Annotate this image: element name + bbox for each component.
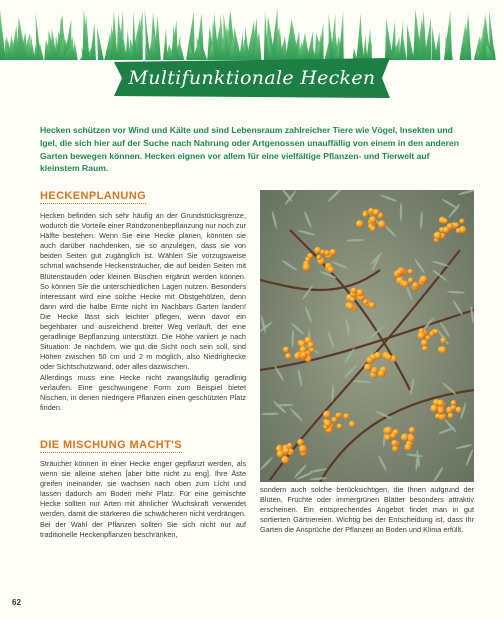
- berry: [299, 445, 307, 453]
- berry: [287, 443, 293, 449]
- grass-blade: [135, 11, 143, 60]
- page-title: Multifunktionale Hecken: [128, 67, 376, 89]
- berry: [324, 250, 330, 256]
- berry: [297, 439, 304, 446]
- berry: [421, 339, 428, 346]
- berry: [374, 352, 382, 360]
- berry: [392, 445, 398, 451]
- berry: [350, 297, 355, 302]
- berry: [409, 427, 415, 433]
- berry: [363, 299, 368, 304]
- berry: [385, 426, 393, 434]
- berry: [386, 354, 392, 360]
- berry: [391, 440, 398, 447]
- berry: [397, 269, 403, 275]
- grass-blade: [132, 10, 136, 60]
- grass-blade: [179, 38, 184, 60]
- berry: [356, 289, 364, 297]
- berry: [390, 432, 396, 438]
- grass-blade: [234, 27, 242, 60]
- berry: [283, 346, 289, 352]
- berry: [443, 226, 450, 233]
- berry: [378, 220, 386, 228]
- berry: [440, 337, 446, 343]
- berry: [454, 222, 459, 227]
- section-mischung-left-column: Sträucher können in einer Hecke enger gepflanzt werden, als wenn sie alleine stehen [aber bitte nicht zu eng]. Ihre Äste greifen ineinander, sie wachsen nach oben zum Licht und lassen dadurch am Boden mehr Platz. Für eine gemischte Hecke sollten nur Arten mit ähnlicher Wuchskraft verwendet werden, damit die stärkeren die schwächeren nicht verdrängen. Bei der Wahl der Pflanzen sollten Sie sich nicht nur auf traditionelle Heckenpflanzen beschränken,: [40, 459, 246, 539]
- grass-blade: [97, 27, 104, 60]
- berry: [366, 357, 373, 364]
- grass-blade: [318, 22, 323, 60]
- berry: [443, 218, 448, 223]
- berry: [364, 363, 372, 371]
- berry: [330, 249, 337, 256]
- berry: [349, 421, 355, 427]
- grass-blade: [356, 13, 362, 60]
- berry: [430, 405, 438, 413]
- berry: [439, 346, 446, 353]
- grass-blade: [307, 31, 314, 60]
- berry: [356, 220, 364, 228]
- berry: [369, 216, 376, 223]
- berry: [412, 282, 419, 289]
- photo-illustration: [260, 190, 474, 482]
- berry: [437, 400, 444, 407]
- grass-blade: [339, 11, 344, 60]
- berry: [343, 413, 349, 419]
- berry: [294, 353, 301, 360]
- berry: [285, 353, 291, 359]
- berry: [316, 255, 321, 260]
- berry: [331, 417, 337, 423]
- berry: [337, 423, 343, 429]
- section-heading-mischung: DIE MISCHUNG MACHT'S: [40, 439, 183, 451]
- berry: [459, 226, 466, 233]
- berry: [408, 435, 415, 442]
- berry: [336, 413, 341, 418]
- berry: [429, 331, 434, 336]
- berry: [426, 335, 431, 340]
- berry: [384, 434, 391, 441]
- intro-paragraph: Hecken schützen vor Wind und Kälte und sind Lebensraum zahlreicher Tiere wie Vögel, Insekten und Igel, die sich hier auf der Suche nach Nahrung oder Artgenossen unauffällig von einem in den anderen Garten bewegen können. Hecken eignen vor allem für eine vielfältige Pflanzen- und Tierwelt auf kleinstem Raum.: [40, 125, 459, 174]
- berry: [308, 342, 314, 348]
- berry: [347, 303, 354, 310]
- berry: [324, 420, 331, 427]
- berry: [438, 407, 445, 414]
- berry: [451, 400, 457, 406]
- berry: [422, 345, 428, 351]
- berry: [370, 226, 376, 232]
- paragraph: Hecken befinden sich sehr häufig an der Grundstücksgrenze, wodurch die Vorteile einer Randzonenbepflanzung nur noch zur Hälfte bestehen. Wenn Sie eine Hecke planen, könnten sie auch darüber nachdenken, sie so anzulegen, dass sie von beiden Seiten gut zugänglich ist. Wählen Sie vorzugsweise schmal wachsende Heckensträucher, die auf beiden Seiten mit Blütenstauden oder kleinen Büschen ergänzt werden können. So können Sie die unterschiedlichen Lagen nutzen. Besonders interessant wird eine solche Hecke mit Obstgehölzen, denn dann wird die halbe Ernte nicht im Nachbars Garten landen! Die Hecke lässt sich leichter pflegen, wenn davor ein begehbarer und ausreichend breiter Weg verläuft, der eine geradlinige Bepflanzung unterstützt. Die Höhe variiert je nach Situation: Je nachdem, wie gut die Sicht noch sein soll, sind Höhen zwischen 50 cm und 2 m möglich, also Niedrighecke oder Sichtschutzwand, oder alles dazwischen.: [40, 211, 246, 372]
- berry: [408, 269, 414, 275]
- section-mischung-right-column: sondern auch solche berücksichtigen, die Ihnen aufgrund der Blüten, Früchte oder immergrünen Blätter besonders attraktiv erscheinen. Ein entsprechendes Angebot findet man in gut sortierten Gärtnereien. Wichtig bei der Entscheidung ist, dass Ihr Garten die Ansprüche der Pflanzen an Boden und Klima erfüllt.: [260, 485, 474, 535]
- page-number: 62: [12, 598, 21, 607]
- berry: [404, 443, 411, 450]
- berry: [307, 253, 313, 259]
- section-heckenplanung-body: [40, 211, 246, 413]
- berry: [417, 332, 425, 340]
- berry: [401, 433, 409, 441]
- berry: [362, 212, 368, 218]
- berry: [456, 407, 462, 413]
- berry: [420, 275, 428, 283]
- sea-buckthorn-photo: [260, 190, 474, 482]
- grass-blade: [90, 22, 95, 60]
- berry: [373, 209, 380, 216]
- paragraph: Allerdings muss eine Hecke nicht zwangsläufig geradlinig verlaufen. Eine geschwungene Form zum Beispiel bietet Nischen, in denen niedrigere Pflanzen einen geschützten Platz finden.: [40, 372, 246, 412]
- berry: [281, 456, 289, 464]
- berry: [459, 219, 464, 224]
- berry: [328, 266, 334, 272]
- berry: [378, 370, 385, 377]
- grass-header-decoration: [0, 0, 504, 60]
- grass-blade: [407, 23, 414, 60]
- berry: [323, 411, 331, 419]
- berry: [277, 450, 284, 457]
- berry: [371, 367, 378, 374]
- berry: [303, 263, 311, 271]
- grass-blade: [39, 42, 44, 60]
- berry: [434, 232, 442, 240]
- grass-blade: [363, 35, 367, 60]
- grass-blade: [385, 19, 393, 60]
- section-heading-heckenplanung: HECKENPLANUNG: [40, 190, 147, 202]
- berry: [402, 281, 409, 288]
- berry: [301, 352, 307, 358]
- berry: [408, 277, 414, 283]
- grass-blade: [399, 20, 404, 60]
- grass-blade: [432, 25, 438, 60]
- berry: [351, 287, 357, 293]
- berry: [448, 413, 454, 419]
- grass-blade: [163, 28, 167, 60]
- berry: [283, 448, 289, 454]
- berry: [369, 302, 375, 308]
